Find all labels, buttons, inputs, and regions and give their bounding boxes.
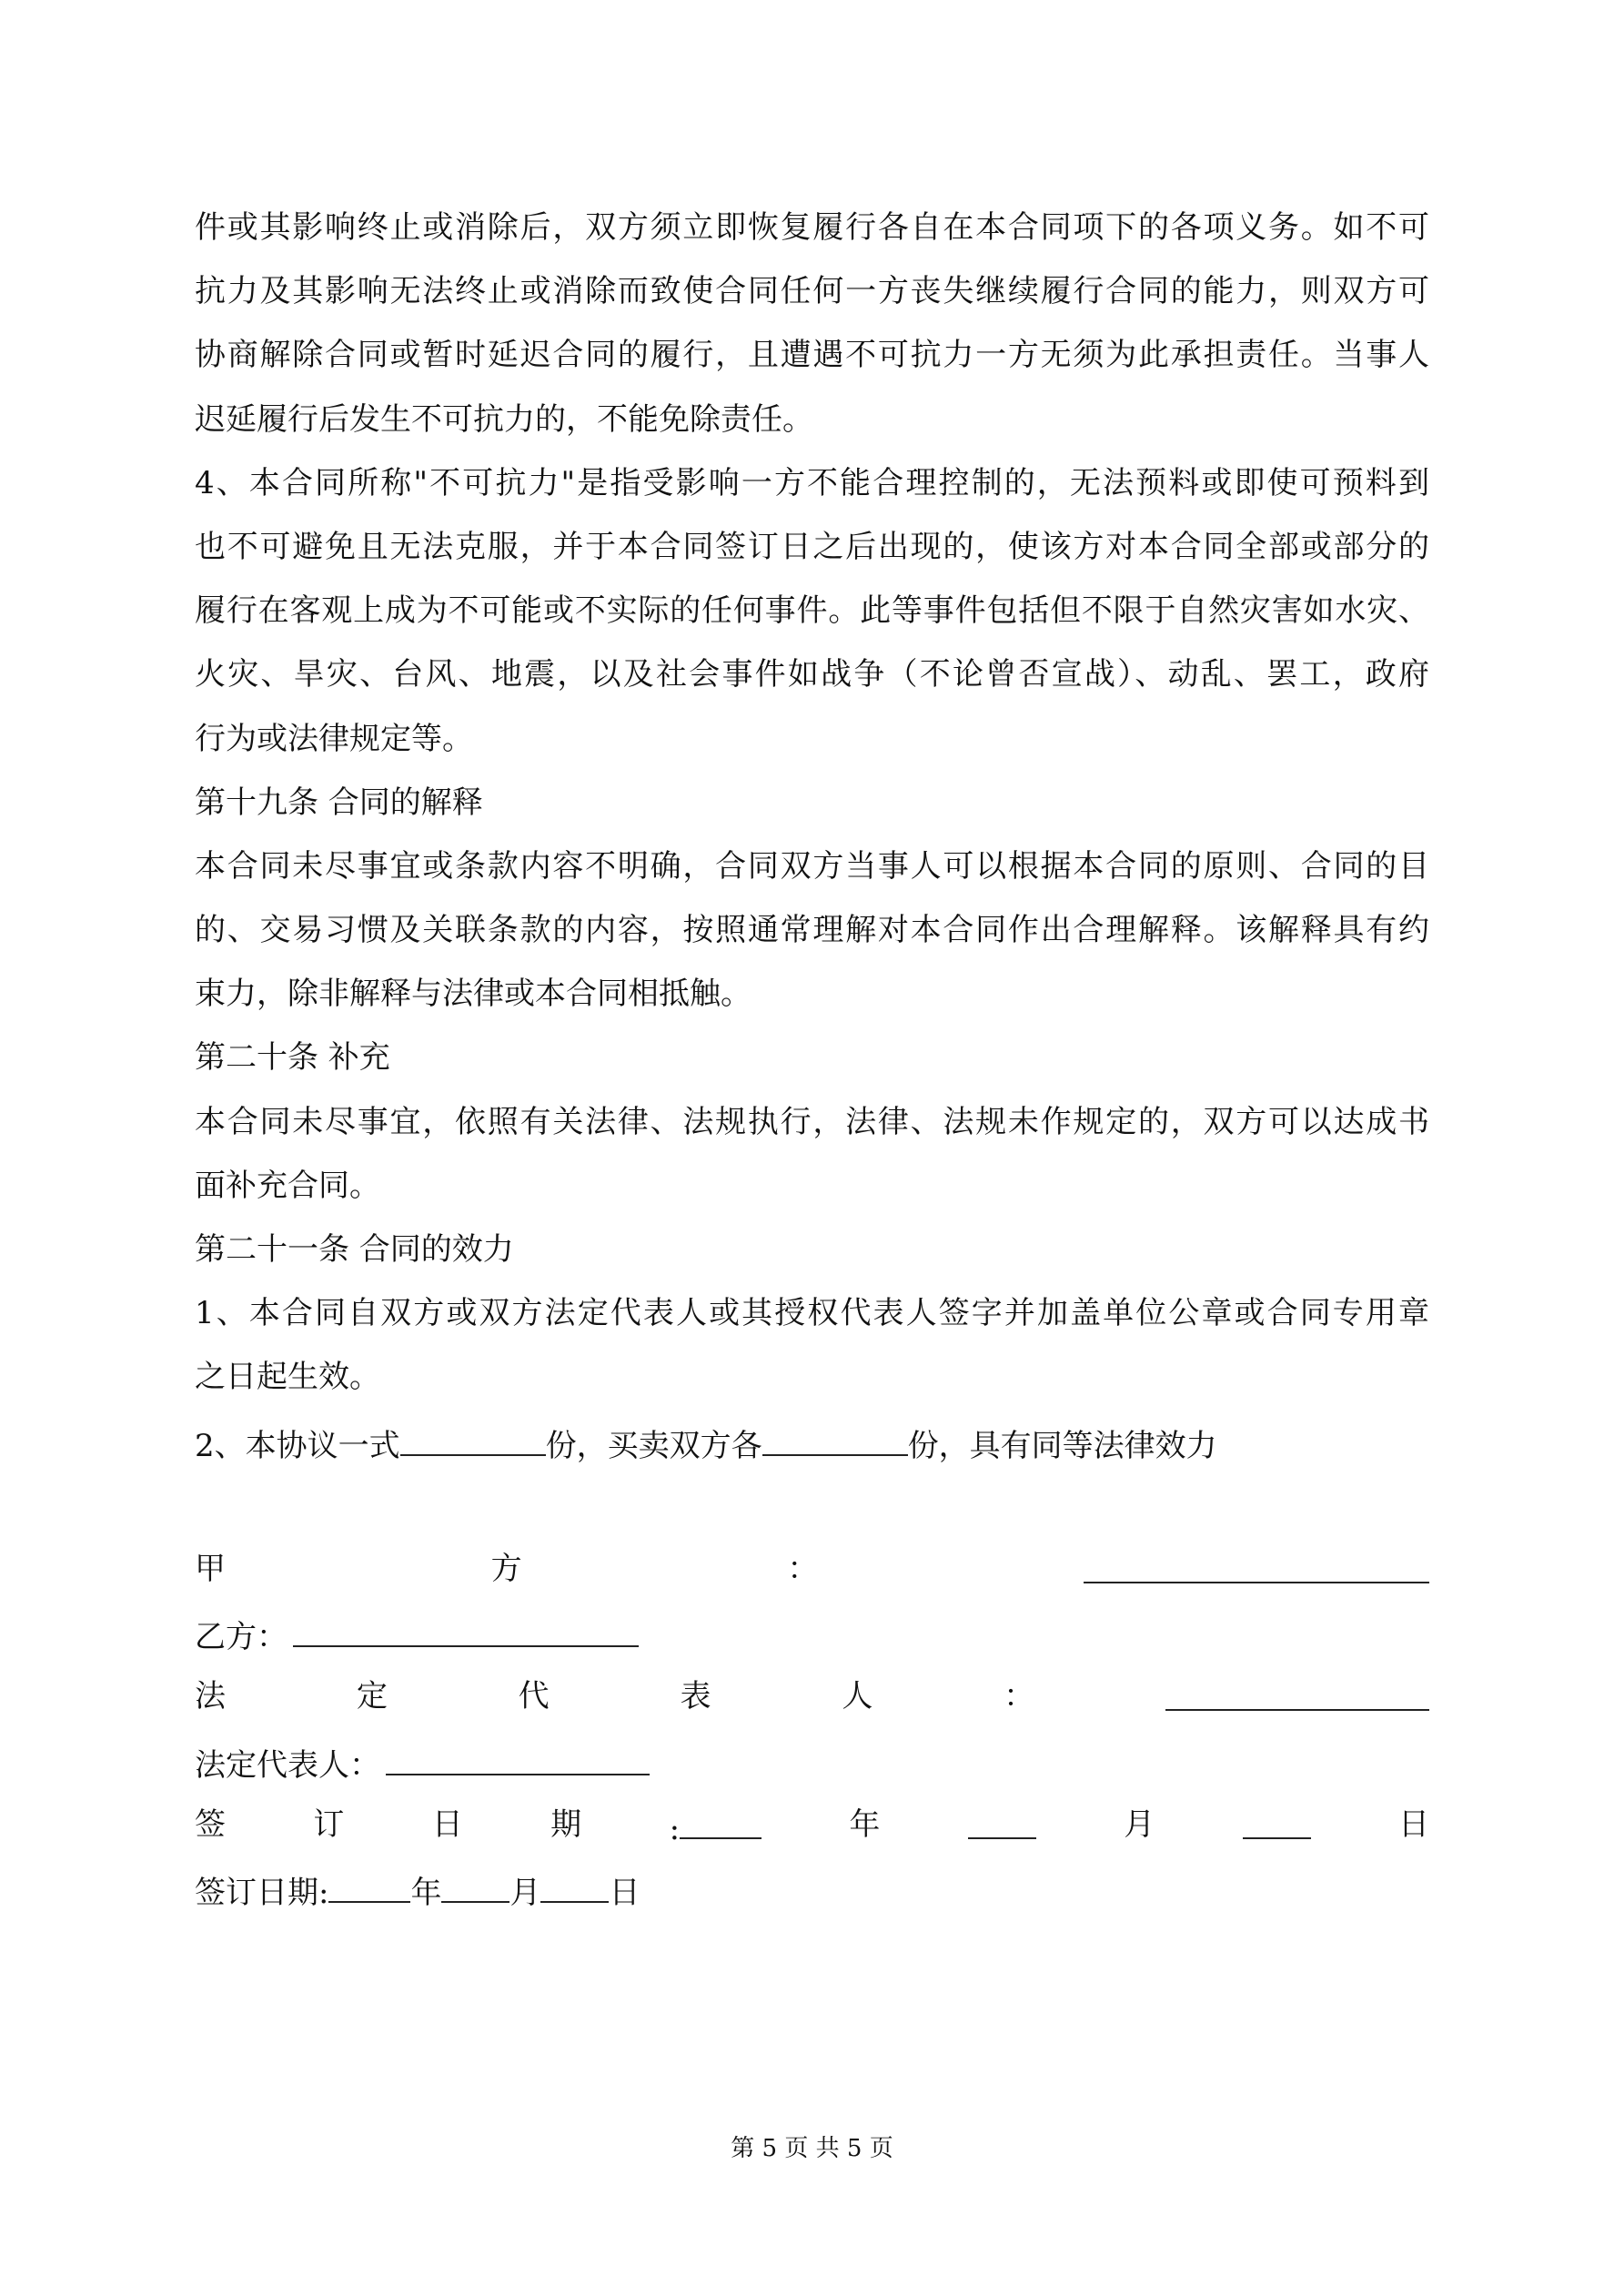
- day-label: 日: [609, 1874, 641, 1911]
- date-spread-row: [195, 1805, 1429, 1868]
- body-line: 本合同未尽事宜或条款内容不明确，合同双方当事人可以根据本合同的原则、合同的目: [195, 847, 1429, 885]
- body-line: 抗力及其影响无法终止或消除而致使合同任何一方丧失继续履行合同的能力，则双方可: [195, 273, 1429, 310]
- body-line: 第二十条 补充: [195, 1039, 390, 1077]
- party-a-row: [195, 1549, 1429, 1613]
- party-a-label: 方: [490, 1550, 522, 1587]
- copies-each-blank[interactable]: [762, 1421, 908, 1456]
- body-line: 面补充合同。: [195, 1167, 380, 1204]
- year-label: 年: [410, 1874, 442, 1911]
- date-label: 签: [195, 1805, 226, 1843]
- party-a-label: 甲: [195, 1550, 226, 1587]
- legal-rep-label: 人: [842, 1678, 873, 1715]
- legal-rep-label: 法定代表人：: [195, 1746, 380, 1784]
- body-line: 履行在客观上成为不可能或不实际的任何事件。此等事件包括但不限于自然灾害如水灾、: [195, 592, 1429, 630]
- party-b-row: [195, 1613, 1429, 1676]
- day-label: 日: [1397, 1805, 1429, 1843]
- copies-text-2: 份，买卖双方各: [545, 1427, 762, 1464]
- legal-rep-label: 代: [518, 1678, 550, 1715]
- body-line: 本合同未尽事宜，依照有关法律、法规执行，法律、法规未作规定的，双方可以达成书: [195, 1103, 1429, 1140]
- page-number: 第 5 页 共 5 页: [731, 2135, 893, 2162]
- year-blank-2[interactable]: [328, 1868, 410, 1903]
- body-line: 第二十一条 合同的效力: [195, 1231, 514, 1268]
- legal-rep-spread-row: [195, 1676, 1429, 1740]
- legal-rep-label: 表: [680, 1678, 711, 1715]
- year-blank[interactable]: [680, 1805, 762, 1839]
- month-blank[interactable]: [968, 1805, 1036, 1839]
- body-line: 束力，除非解释与法律或本合同相抵触。: [195, 976, 751, 1013]
- date-label: 签订日期:: [195, 1874, 329, 1911]
- legal-rep-label: 定: [356, 1678, 388, 1715]
- day-blank-2[interactable]: [540, 1868, 609, 1903]
- date-colon: :: [669, 1810, 681, 1847]
- party-b-blank[interactable]: [293, 1613, 639, 1647]
- legal-rep-label: 法: [195, 1678, 226, 1715]
- date-compact-row: [195, 1868, 1429, 1932]
- month-label: 月: [509, 1874, 541, 1911]
- year-label: 年: [849, 1805, 881, 1843]
- month-label: 月: [1124, 1805, 1155, 1843]
- copies-text-3: 份，具有同等法律效力: [907, 1427, 1217, 1464]
- body-line: 第十九条 合同的解释: [195, 784, 483, 821]
- body-line: 1、本合同自双方或双方法定代表人或其授权代表人签字并加盖单位公章或合同专用章: [195, 1295, 1429, 1332]
- document-page: [195, 207, 1429, 1932]
- legal-rep-blank-2[interactable]: [386, 1741, 650, 1775]
- body-line: 迟延履行后发生不可抗力的，不能免除责任。: [195, 400, 813, 438]
- body-line: 之日起生效。: [195, 1359, 380, 1396]
- legal-rep-colon: ：: [1004, 1678, 1035, 1715]
- date-label: 日: [431, 1805, 463, 1843]
- legal-rep-row: [195, 1741, 1429, 1805]
- body-line: 火灾、旱灾、台风、地震，以及社会事件如战争（不论曾否宣战）、动乱、罢工，政府: [195, 656, 1429, 693]
- copies-line: [195, 1421, 1429, 1485]
- party-a-blank[interactable]: [1084, 1549, 1429, 1583]
- month-blank-2[interactable]: [441, 1868, 509, 1903]
- copies-blank[interactable]: [400, 1421, 546, 1456]
- copies-text: 2、本协议一式: [195, 1427, 400, 1464]
- date-label: 订: [313, 1805, 345, 1843]
- body-line: 的、交易习惯及关联条款的内容，按照通常理解对本合同作出合理解释。该解释具有约: [195, 912, 1429, 949]
- body-line: 也不可避免且无法克服，并于本合同签订日之后出现的，使该方对本合同全部或部分的: [195, 528, 1429, 565]
- day-blank[interactable]: [1243, 1805, 1311, 1839]
- body-line: 件或其影响终止或消除后，双方须立即恢复履行各自在本合同项下的各项义务。如不可: [195, 209, 1429, 246]
- legal-rep-blank[interactable]: [1165, 1676, 1429, 1711]
- body-line: 4、本合同所称"不可抗力"是指受影响一方不能合理控制的，无法预料或即使可预料到: [195, 464, 1429, 501]
- body-line: 协商解除合同或暂时延迟合同的履行，且遭遇不可抗力一方无须为此承担责任。当事人: [195, 337, 1429, 374]
- body-line: 行为或法律规定等。: [195, 720, 473, 757]
- party-a-colon: ：: [787, 1550, 819, 1587]
- date-label: 期: [550, 1805, 582, 1843]
- party-b-label: 乙方：: [195, 1619, 287, 1656]
- contract-body: [195, 207, 1429, 1421]
